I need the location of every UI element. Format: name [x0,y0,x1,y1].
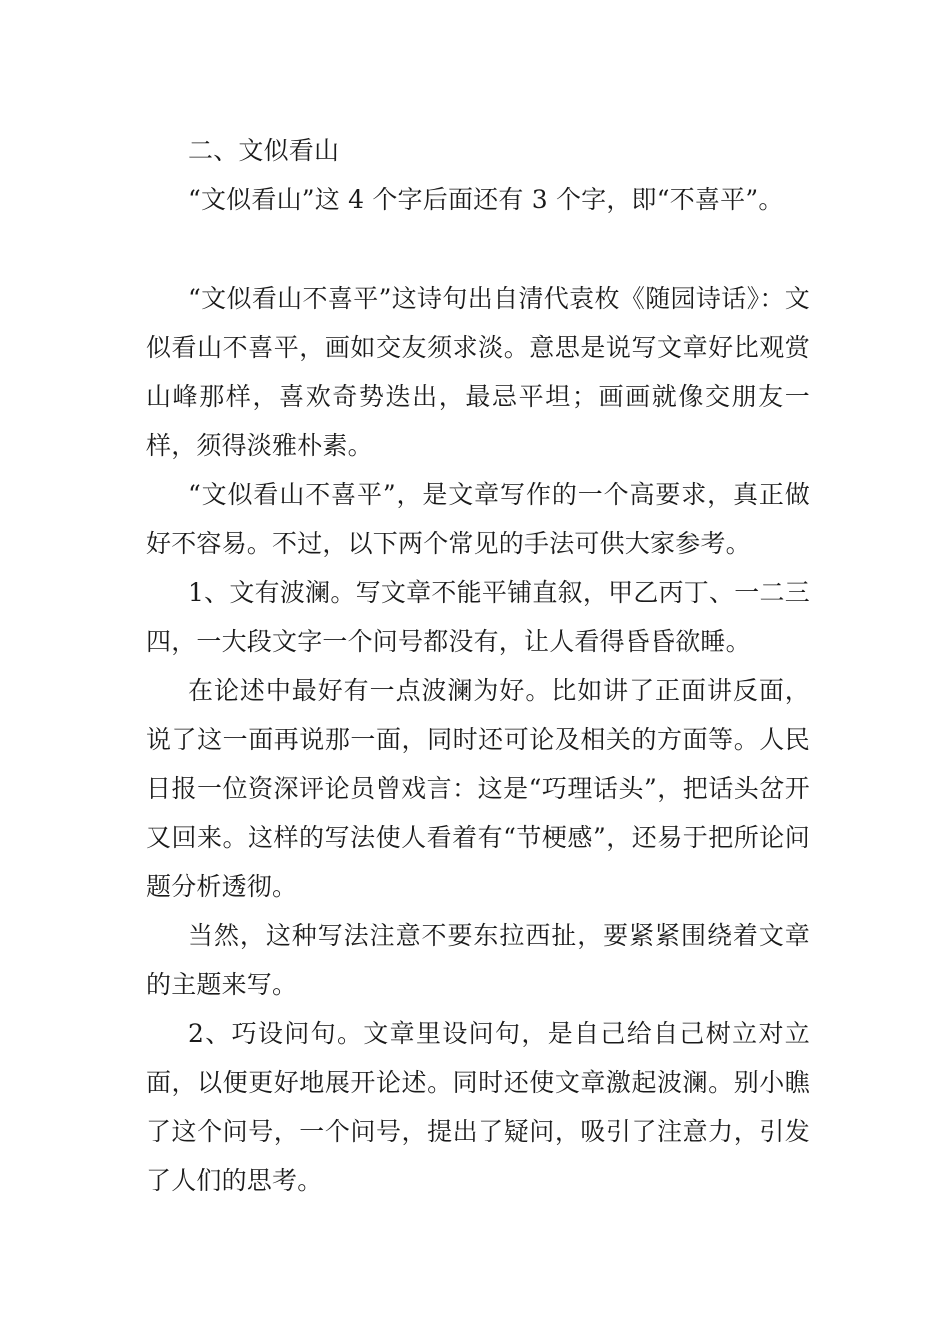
section-heading: 二、文似看山 [188,136,340,165]
paragraph-7: 2、巧设问句。文章里设问句，是自己给自己树立对立面，以便更好地展开论述。同时还使文章激起波澜。别小瞧了这个问号，一个问号，提出了疑问，吸引了注意力，引发了人们的思考。 [146,1019,810,1195]
paragraph-3: “文似看山不喜平”，是文章写作的一个高要求，真正做好不容易。不过，以下两个常见的手法可供大家参考。 [146,480,810,558]
paragraph-6: 当然，这种写法注意不要东拉西扯，要紧紧围绕着文章的主题来写。 [146,921,810,999]
paragraph-2: “文似看山不喜平”这诗句出自清代袁枚《随园诗话》：文似看山不喜平，画如交友须求淡。意思是说写文章好比观赏山峰那样，喜欢奇势迭出，最忌平坦；画画就像交朋友一样，须得淡雅朴素。 [146,284,810,460]
paragraph-1: “文似看山”这 4 个字后面还有 3 个字，即“不喜平”。 [188,185,784,214]
paragraph-5: 在论述中最好有一点波澜为好。比如讲了正面讲反面，说了这一面再说那一面，同时还可论及相关的方面等。人民日报一位资深评论员曾戏言：这是“巧理话头”，把话头岔开又回来。这样的写法使人看着有“节梗感”，还易于把所论问题分析透彻。 [146,676,810,901]
paragraph-gap [146,224,810,274]
document-body [146,126,810,1205]
paragraph-4: 1、文有波澜。写文章不能平铺直叙，甲乙丙丁、一二三四，一大段文字一个问号都没有，让人看得昏昏欲睡。 [146,578,810,656]
